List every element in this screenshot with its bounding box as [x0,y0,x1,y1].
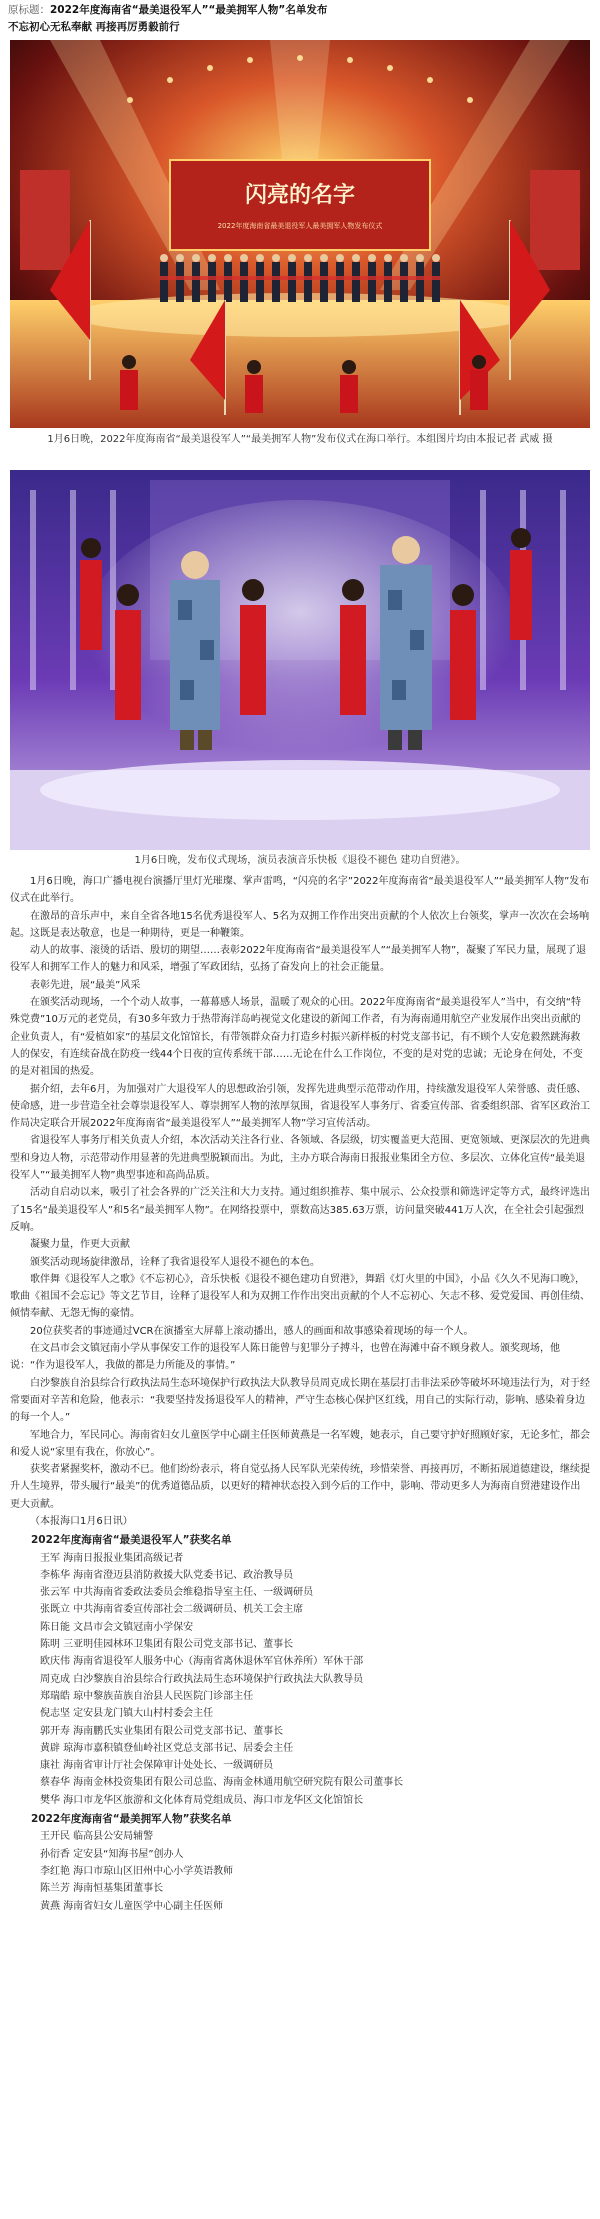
article-subtitle: 不忘初心无私奉献 再接再厉勇毅前行 [8,21,180,33]
list-item: 康社 海南省审计厅社会保障审计处处长、一级调研员 [40,1760,274,1772]
list-title-veterans: 2022年度海南省“最美退役军人”获奖名单 [31,1534,232,1547]
paragraph: 颁奖活动现场旋律激昂，诠释了我省退役军人退役不褪色的本色。 [30,1256,320,1268]
section-heading: 凝聚力量，作更大贡献 [30,1239,130,1251]
paragraph: 省退役军人事务厅相关负责人介绍，本次活动关注各行业、各领域、各层级，切实覆盖更大范围、更宽领域、更深层次的先进典型和身边人物，示范带动作用显著的先进典型脱颖而出。为此，主办方联合海南日报报业集团全方位、多层次、立体化宣传“最美退役军人”“最美拥军人物”典型事迹和高尚品质。 [10,1135,590,1182]
list-item: 李红艳 海口市琼山区旧州中心小学英语教师 [40,1865,234,1877]
list-item: 黄燕 海南省妇女儿童医学中心副主任医师 [40,1900,224,1912]
list-item: 黄辟 琼海市嘉积镇登仙岭社区党总支部书记、居委会主任 [40,1742,294,1754]
list-item: 周克成 白沙黎族自治县综合行政执法局生态环境保护行政执法大队教导员 [40,1673,364,1685]
paragraph: 在颁奖活动现场，一个个动人故事，一幕幕感人场景，温暖了观众的心田。2022年度海南省“最美退役军人”当中，有交纳“特殊党费”10万元的老党员，有30多年致力于热带海洋岛屿视觉文化建设的新闻工作者，有为海南通用航空产业发展作出突出贡献的企业负责人，有“爱植如家”的基层文化馆馆长，有带领群众奋力打造乡村振兴新样板的村党支部书记，有不顾个人安危毅然跳海救人的保安，有连续奋战在防疫一线44个日夜的宣传系统干部……无论在什么工作岗位，不变的是对党的忠诚；无论身在何处，不变的是对祖国的热爱。 [10,997,583,1078]
ceremony-stage-photo [10,40,590,428]
list-item: 陈兰芳 海南恒基集团董事长 [40,1883,164,1895]
photo2-caption: 1月6日晚，发布仪式现场，演员表演音乐快板《退役不褪色 建功自贸港》。 [134,855,466,866]
screen-subtitle: 2022年度海南省最美退役军人最美拥军人物发布仪式 [217,222,383,230]
paragraph: 在激昂的音乐声中，来自全省各地15名优秀退役军人、5名为双拥工作作出突出贡献的个人依次上台领奖，掌声一次次在会场响起。这既是表达敬意，也是一种期待，更是一种鞭策。 [10,910,590,939]
paragraph: 军地合力，军民同心。海南省妇女儿童医学中心副主任医师黄燕是一名军嫂，她表示，自己要守护好照顾好家，无论多忙，都会和爱人说“家里有我在，你放心”。 [10,1429,590,1458]
supporters-list [10,1828,590,1914]
paragraph: 动人的故事、滚烫的话语、殷切的期望……表彰2022年度海南省“最美退役军人”“最美拥军人物”，凝聚了军民力量，展现了退役军人和拥军工作人的魅力和风采，增强了军政团结，弘扬了奋发向上的社会正能量。 [10,945,587,974]
paragraph: 歌伴舞《退役军人之歌》《不忘初心》，音乐快板《退役不褪色建功自贸港》，舞蹈《灯火里的中国》，小品《久久不见海口晚》，歌曲《祖国不会忘记》等文艺节目，诠释了退役军人和为双拥工作作出突出贡献的个人不忘初心、矢志不移、爱党爱国、再创佳绩、倾情奉献、无怨无悔的豪情。 [10,1273,590,1320]
list-item: 蔡春华 海南金林投资集团有限公司总监、海南金林通用航空研究院有限公司董事长 [40,1777,404,1789]
screen-title: 闪亮的名字 [244,182,356,208]
paragraph: 20位获奖者的事迹通过VCR在演播室大屏幕上滚动播出，感人的画面和故事感染着现场的每一个人。 [30,1325,474,1337]
list-item: 李栋华 海南省澄迈县消防救援大队党委书记、政治教导员 [40,1569,294,1581]
source-label: 原标题： [8,4,50,16]
list-item: 陈明 三亚明佳园林环卫集团有限公司党支部书记、董事长 [40,1639,294,1651]
paragraph: 获奖者紧握奖杯，激动不已。他们纷纷表示，将自觉弘扬人民军队光荣传统，珍惜荣誉、再接再厉，不断拓展道德建设，继续提升人生境界，带头履行“最美”的优秀道德品质，以更好的精神状态投入到今后的工作中，影响、带动更多人为海南自贸港建设作出更大贡献。 [10,1464,590,1510]
article-header [8,2,592,36]
list-title-supporters: 2022年度海南省“最美拥军人物”获奖名单 [31,1813,232,1826]
performance-photo [10,470,590,850]
paragraph: 在文昌市会文镇冠南小学从事保安工作的退役军人陈日能曾与犯罪分子搏斗，也曾在海滩中奋不顾身救人。颁奖现场，他说：“作为退役军人，我做的都是力所能及的事情。” [10,1343,560,1372]
paragraph: 1月6日晚，海口广播电视台演播厅里灯光璀璨、掌声雷鸣，“闪亮的名字”2022年度海南省“最美退役军人”“最美拥军人物”发布仪式在此举行。 [10,876,590,905]
paragraph: 活动自启动以来，吸引了社会各界的广泛关注和大力支持。通过组织推荐、集中展示、公众投票和筛选评定等方式，最终评选出了15名“最美退役军人”和5名“最美拥军人物”。在网络投票中，票数高达385.63万票，访问量突破441万人次，在全社会引起强烈反响。 [10,1187,590,1233]
dateline: （本报海口1月6日讯） [30,1515,133,1527]
article-body [10,873,590,1915]
list-item: 王军 海南日报报业集团高级记者 [40,1552,184,1564]
list-item: 樊华 海口市龙华区旅游和文化体育局党组成员、海口市龙华区文化馆馆长 [40,1794,364,1806]
list-item: 欧庆伟 海南省退役军人服务中心（海南省离休退休军官休养所）军休干部 [40,1656,364,1668]
list-item: 郭开寿 海南鹏氏实业集团有限公司党支部书记、董事长 [40,1725,284,1737]
section-heading: 表彰先进，展“最美”风采 [30,979,141,991]
list-item: 陈日能 文昌市会文镇冠南小学保安 [40,1621,194,1633]
paragraph: 白沙黎族自治县综合行政执法局生态环境保护行政执法大队教导员周克成长期在基层打击非法采砂等破坏环境违法行为，对于经常要面对辛苦和危险，他表示：“我要坚持发扬退役军人的精神，严守生态核心保护区红线，用自己的实际行动，影响、感染着身边的每一个人。” [10,1377,590,1424]
list-item: 倪志坚 定安县龙门镇大山村村委会主任 [40,1708,214,1720]
list-item: 孙衍香 定安县“知海书屋”创办人 [40,1848,184,1860]
photo1-caption: 1月6日晚，2022年度海南省“最美退役军人”“最美拥军人物”发布仪式在海口举行。本组图片均由本报记者 武威 摄 [47,434,553,445]
list-item: 张既立 中共海南省委宣传部社会二级调研员、机关工会主席 [40,1604,304,1616]
paragraph: 据介绍，去年6月，为加强对广大退役军人的思想政治引领，发挥先进典型示范带动作用，持续激发退役军人荣誉感、责任感、使命感，进一步营造全社会尊崇退役军人、尊崇拥军人物的浓厚氛围，省退役军人事务厅、省委宣传部、省委组织部、省军区政治工作局决定联合开展2022年度海南省“最美退役军人”“最美拥军人物”学习宣传活动。 [10,1083,590,1130]
list-item: 张云军 中共海南省委政法委员会维稳指导室主任、一级调研员 [40,1587,314,1599]
article-title: 2022年度海南省“最美退役军人”“最美拥军人物”名单发布 [50,4,328,16]
list-item: 郑瑞皓 琼中黎族苗族自治县人民医院门诊部主任 [40,1690,254,1702]
veterans-list [10,1550,590,1809]
list-item: 王开民 临高县公安局辅警 [40,1831,154,1843]
